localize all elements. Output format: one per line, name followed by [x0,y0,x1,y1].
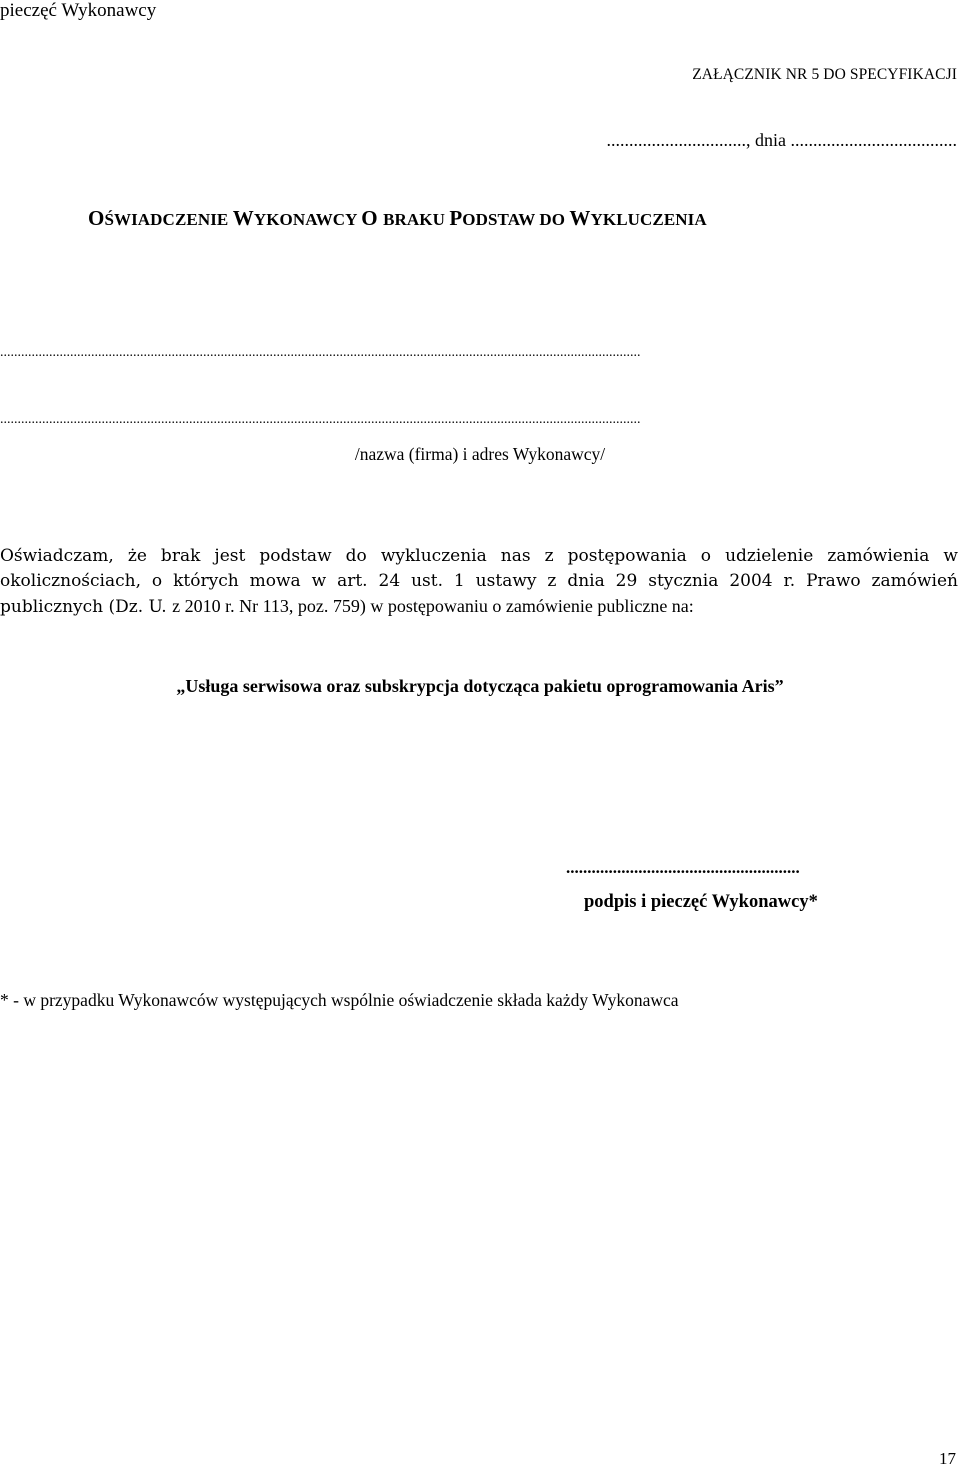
signature-label: podpis i pieczęć Wykonawcy* [584,892,818,912]
contractor-address-line: ....................................................................................................................................................................................... [0,412,641,427]
title-part: W [232,206,254,230]
title-part: O [361,206,384,230]
document-title [88,205,707,233]
title-part: ŚWIADCZENIE [104,210,233,229]
stamp-label: pieczęć Wykonawcy [0,0,157,21]
title-part: W [569,206,591,230]
title-part: P [449,206,463,230]
service-title: „Usługa serwisowa oraz subskrypcja dotycząca pakietu oprogramowania Aris” [176,676,784,696]
title-part: O [88,206,105,230]
title-part: ODSTAW DO [462,210,570,229]
place-date-line: ..............................., dnia ..................................... [606,130,957,150]
declaration-paragraph [0,544,958,620]
declaration-text: Oświadczam, że brak jest podstaw do wykluczenia nas z postępowania o udzielenie zamówienia w okolicznościach, o których mowa w art. 24 ust. 1 ustawy z dnia 29 stycznia 2004 r. Prawo zamówień publicznych (Dz. U. [0,546,958,617]
declaration-text-tail: z 2010 r. Nr 113, poz. 759) w postępowaniu o zamówienie publiczne na: [172,596,694,616]
footnote: * - w przypadku Wykonawców występujących wspólnie oświadczenie składa każdy Wykonawca [0,990,679,1010]
contractor-name-line: ....................................................................................................................................................................................... [0,345,641,360]
page-number: 17 [939,1449,956,1468]
signature-line: ....................................................... [566,858,800,877]
contractor-caption: /nazwa (firma) i adres Wykonawcy/ [354,444,606,464]
attachment-label: ZAŁĄCZNIK NR 5 DO SPECYFIKACJI [692,66,957,83]
title-part: YKONAWCY [253,210,362,229]
title-part: BRAKU [383,210,450,229]
title-part: YKLUCZENIA [590,210,707,229]
